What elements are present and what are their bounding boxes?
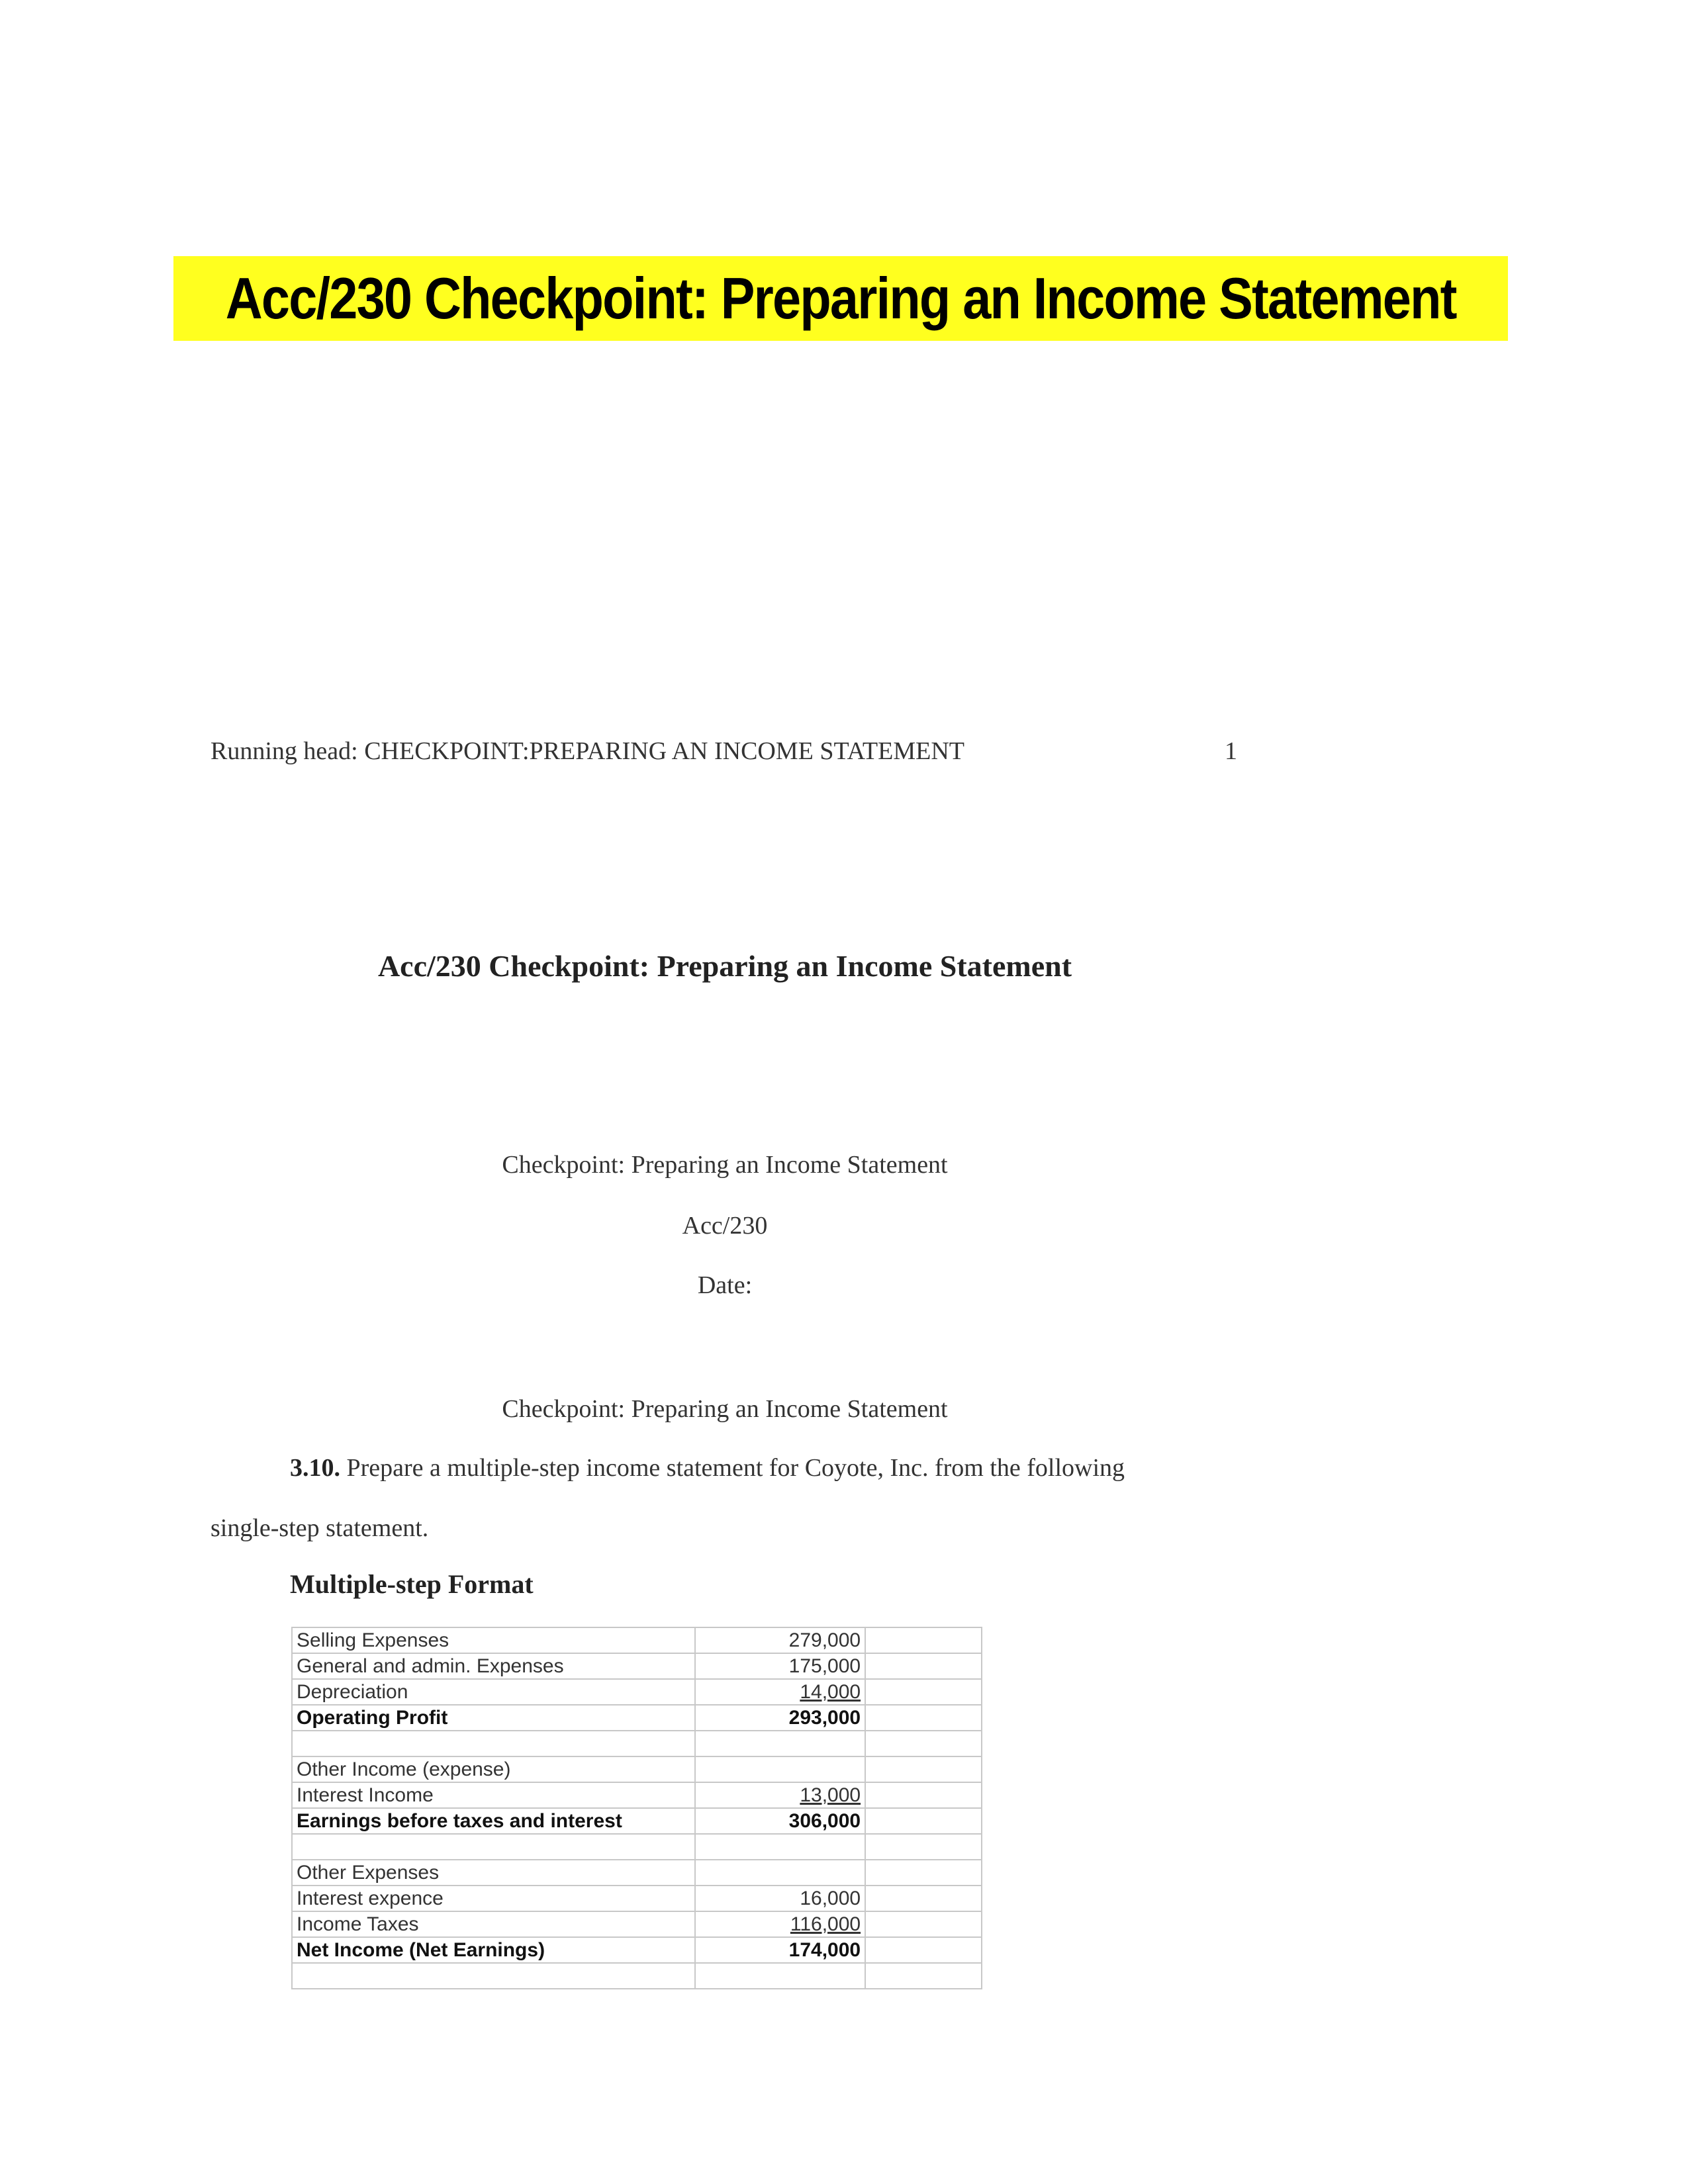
row-value (695, 1756, 865, 1782)
row-label: Other Income (expense) (292, 1756, 695, 1782)
table-row (292, 1886, 982, 1911)
income-statement-table (291, 1627, 982, 1989)
empty-cell (865, 1886, 982, 1911)
question-number: 3.10. (290, 1454, 340, 1482)
row-label: Interest expence (292, 1886, 695, 1911)
row-value: 175,000 (695, 1653, 865, 1679)
empty-cell (865, 1782, 982, 1808)
table-row-total (292, 1808, 982, 1834)
table-row (292, 1627, 982, 1653)
row-label: General and admin. Expenses (292, 1653, 695, 1679)
row-value (695, 1860, 865, 1886)
row-value: 14,000 (800, 1681, 861, 1703)
row-value: 174,000 (695, 1937, 865, 1963)
empty-cell (865, 1705, 982, 1731)
table-row-total (292, 1705, 982, 1731)
question-text: Prepare a multiple-step income statement for Coyote, Inc. from the following (340, 1454, 1125, 1482)
empty-cell (865, 1911, 982, 1937)
paper-subtitle: Checkpoint: Preparing an Income Statement (502, 1151, 948, 1179)
row-value: 279,000 (695, 1627, 865, 1653)
row-value: 16,000 (695, 1886, 865, 1911)
table-row (292, 1679, 982, 1705)
empty-cell (865, 1756, 982, 1782)
paper-title: Acc/230 Checkpoint: Preparing an Income Statement (377, 949, 1072, 983)
row-label: Operating Profit (292, 1705, 695, 1731)
row-value: 306,000 (695, 1808, 865, 1834)
row-value: 13,000 (800, 1784, 861, 1806)
empty-cell (865, 1937, 982, 1963)
table-row-total (292, 1937, 982, 1963)
empty-cell (865, 1808, 982, 1834)
row-label: Income Taxes (292, 1911, 695, 1937)
running-head: Running head: CHECKPOINT:PREPARING AN INCOME STATEMENT (211, 737, 964, 765)
row-value: 293,000 (695, 1705, 865, 1731)
table-row (292, 1860, 982, 1886)
row-label: Other Expenses (292, 1860, 695, 1886)
table-row (292, 1756, 982, 1782)
empty-cell (865, 1653, 982, 1679)
question-paragraph (290, 1453, 1125, 1482)
table-row-blank (292, 1731, 982, 1756)
title-banner (173, 256, 1508, 341)
date-label: Date: (697, 1271, 753, 1299)
banner-title: Acc/230 Checkpoint: Preparing an Income Statement (225, 265, 1456, 331)
table-row-blank (292, 1963, 982, 1989)
table-row-blank (292, 1834, 982, 1860)
format-heading: Multiple-step Format (290, 1569, 534, 1599)
empty-cell (865, 1860, 982, 1886)
row-label: Depreciation (292, 1679, 695, 1705)
row-value: 116,000 (790, 1913, 861, 1935)
course-code: Acc/230 (682, 1212, 768, 1240)
section-title: Checkpoint: Preparing an Income Statement (502, 1395, 948, 1423)
empty-cell (865, 1627, 982, 1653)
row-label: Interest Income (292, 1782, 695, 1808)
empty-cell (865, 1679, 982, 1705)
row-label: Selling Expenses (292, 1627, 695, 1653)
table-row (292, 1911, 982, 1937)
table-row (292, 1782, 982, 1808)
table-row (292, 1653, 982, 1679)
row-label: Net Income (Net Earnings) (292, 1937, 695, 1963)
question-paragraph-continued: single-step statement. (211, 1514, 429, 1542)
row-label: Earnings before taxes and interest (292, 1808, 695, 1834)
page-number: 1 (1225, 737, 1237, 765)
